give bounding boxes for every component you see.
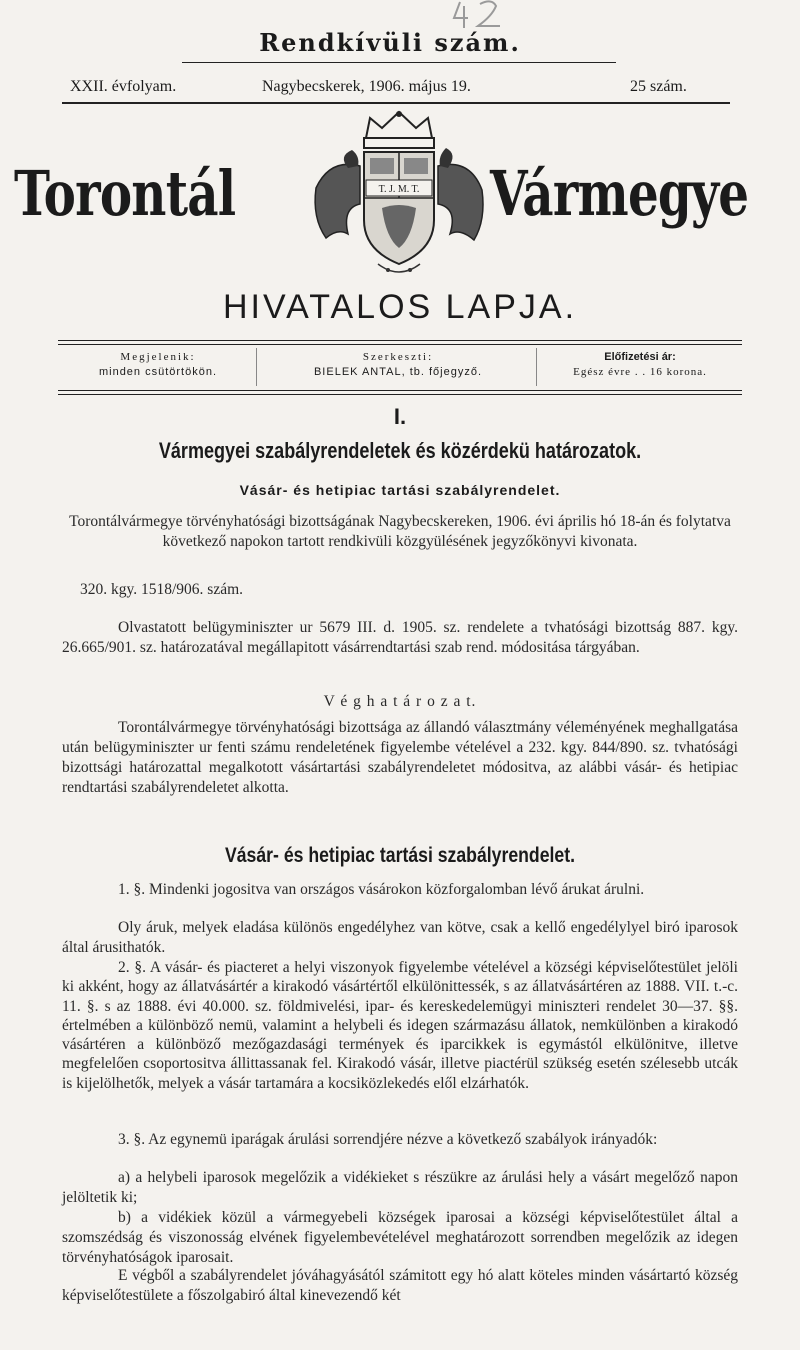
subtitle-hivatalos-lapja: HIVATALOS LAPJA. [222, 288, 578, 326]
resolution-heading: V é g h a t á r o z a t. [323, 693, 477, 710]
price-value: Egész évre . . 16 korona. [573, 366, 707, 378]
paragraph-4: E végből a szabályrendelet jóváhagyásától számitott egy hó alatt köteles minden vásártartó község képviselőtestülete a főszolgabiró által kinevezendő két [62, 1267, 738, 1304]
paragraph-3: 3. §. Az egynemü iparágak árulási sorrendjére nézve a következő szabályok irányadók: [118, 1131, 658, 1148]
paragraph-3b: b) a vidékiek közül a vármegyebeli községek iparosai a községi képviselőtestület által a szomszédság és viszonosság elvének figyelembevételével meghatározott sorrendben megelőzik az idegen törvényhatóságok iparosait. [62, 1209, 738, 1266]
section-number: I. [393, 404, 407, 429]
resolution-paragraph: Torontálvármegye törvényhatósági bizottsága az állandó választmány véleményének meghallgatása után belügyminiszter ur fenti számu rendeletének figyelembe vételével a 232. kgy. 844/890. sz. tvhatósági bizottsági határozattal megalkotott vásártartási szabályrendeletet módositva, az alábbi vásár- és hetipiac rendtartási szabályrendeletet alkotta. [62, 719, 738, 796]
title-torontal: Torontál [14, 157, 236, 230]
appears-col [58, 350, 258, 380]
handwritten-page-number [452, 0, 522, 30]
info-top-rule-2 [58, 344, 742, 345]
price-col [538, 350, 742, 380]
info-bottom-rule [58, 390, 742, 391]
paragraph-1b: Oly áruk, melyek eladása különös engedélyhez van kötve, csak a kellő engedélylyel biró iparosok által árusithatók. [62, 919, 738, 956]
info-separator [536, 348, 537, 386]
extra-issue-heading: Rendkívüli szám. [259, 28, 521, 57]
place-date: Nagybecskerek, 1906. május 19. [262, 78, 471, 95]
regulation-heading: Vásár- és hetipiac tartási szabályrendelet. [224, 844, 576, 867]
issue-rule [62, 102, 730, 104]
editor-value: BIELEK ANTAL, tb. főjegyző. [313, 366, 483, 378]
appears-value: minden csütörtökön. [98, 366, 218, 378]
paragraph-3a: a) a helybeli iparosok megelőzik a vidékieket s részükre az árulási hely a vásárt megelőző napon jelöltetik ki; [62, 1169, 738, 1206]
intro-paragraph: Torontálvármegye törvényhatósági bizottságának Nagybecskereken, 1906. évi április hó 18-án és folytatva következő napokon tartott rendkivüli közgyülésének jegyzőkönyvi kivonata. [69, 513, 731, 550]
volume: XXII. évfolyam. [70, 78, 177, 95]
info-separator [256, 348, 257, 386]
issue-number: 25 szám. [630, 78, 687, 95]
issue-line [70, 78, 715, 102]
top-rule [182, 62, 616, 63]
paragraph-1: 1. §. Mindenki jogositva van országos vásárokon közforgalomban lévő árukat árulni. [118, 881, 645, 898]
info-bottom-rule-2 [58, 394, 742, 395]
paragraph-2: 2. §. A vásár- és piacteret a helyi viszonyok figyelembe vételével a községi képviselőtestület jelöli ki akként, hogy az állatvásártér a kirakodó vásártértől elkülönittessék, s az állatvásártéren az 1888. VII. t.-c. 11. §. s az 1888. évi 40.000. sz. földmivelési, ipar- és kereskedelemügyi miniszteri rendelet 30—37. §§. értelmében a különböző nemü, valamint a helybeli és idegen származásu állatok, nemkülönben a kirakodó vásártéren a különböző mezőgazdasági termények és iparcikkek is egymástól elkülönitve, illetve megfelelően csoportositva állittassanak fel. Kirakodó vásár, illetve piactérül szükség esetén szélesebb utcák is kijelölhetők, melyek a vásár tartamára a kocsiközlekedés elől elzárhatók. [62, 959, 738, 1092]
price-label: Előfizetési ár: [604, 351, 676, 363]
editor-label: Szerkeszti: [362, 351, 434, 363]
coat-of-arms-icon [308, 108, 490, 280]
editor-col [258, 350, 538, 380]
info-top-rule [58, 340, 742, 341]
read-paragraph: Olvastatott belügyminiszter ur 5679 III. d. 1905. sz. rendelete a tvhatósági bizottság 887. kgy. 26.665/901. sz. határozatával megállapitott vásárrendtartási szab rend. módositása tárgyában. [62, 619, 738, 656]
masthead [0, 108, 800, 283]
section-title: Vármegyei szabályrendeletek és közérdekü határozatok. [158, 438, 642, 463]
reference-number: 320. kgy. 1518/906. szám. [80, 581, 244, 598]
crest-text: T. J. M. T. [378, 184, 420, 195]
info-box [58, 340, 742, 396]
appears-label: Megjelenik: [120, 351, 196, 363]
regulation-subtitle: Vásár- és hetipiac tartási szabályrendelet. [239, 482, 561, 498]
title-varmegye: Vármegye [490, 157, 749, 230]
